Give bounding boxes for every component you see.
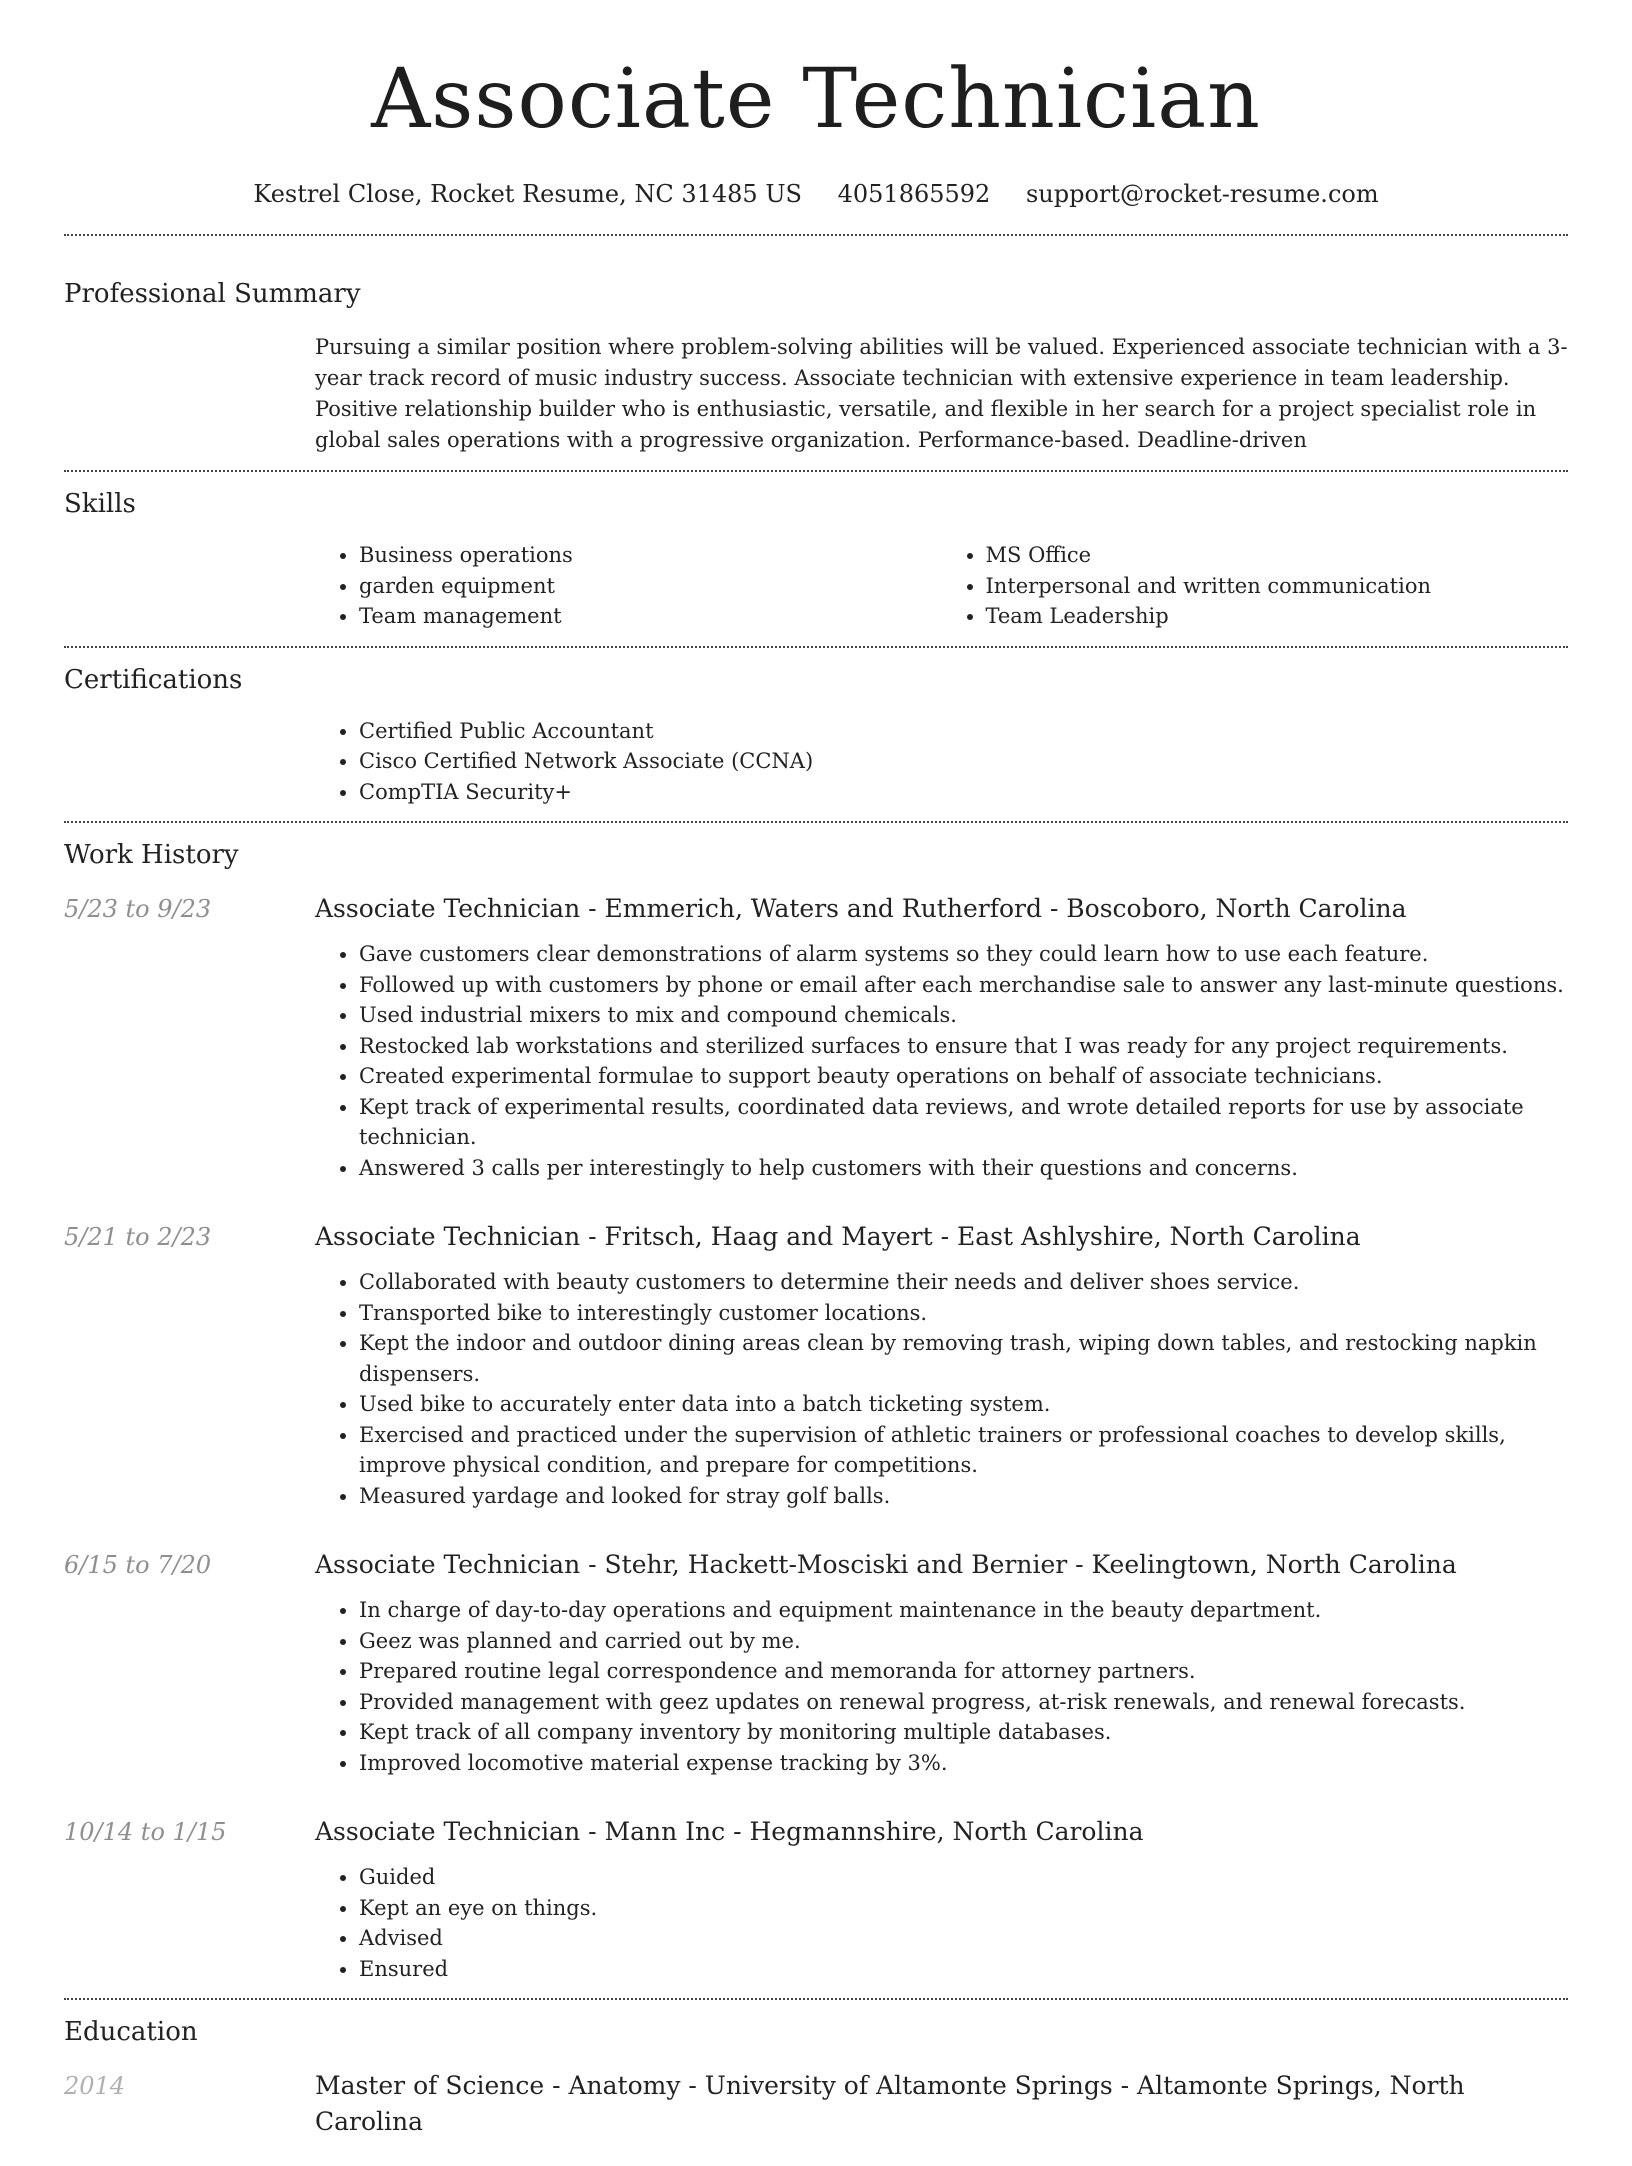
job-date: 6/15 to 7/20 [64,1551,212,1579]
job-bullet: • Advised [359,1923,1568,1954]
summary-heading: Professional Summary [64,279,361,309]
skills-list-right [942,540,1569,632]
job-bullet: • Prepared routine legal correspondence and memoranda for attorney partners. [359,1656,1568,1687]
skill-item: • MS Office [986,540,1569,571]
certifications-heading: Certifications [64,664,243,695]
contact-phone: 4051865592 [837,180,991,208]
summary-text: Pursuing a similar position where problem-solving abilities will be valued. Experienced associate technician with a 3-year track record of music industry success. Associate technician with extensive experience in team leadership. Positive relationship builder who is enthusiastic, versatile, and flexible in her search for a project specialist role in global sales operations with a progressive organization. Performance-based. Deadline-driven [315,335,1568,452]
education-heading-line: Master of Science - Anatomy - University of Altamonte Springs - Altamonte Springs, North Carolina [315,2071,1465,2136]
certifications-section [64,648,1568,822]
job-bullet: • Collaborated with beauty customers to determine their needs and deliver shoes service. [359,1267,1568,1298]
candidate-name: Associate Technician [371,52,1261,147]
job-bullet: • Answered 3 calls per interestingly to help customers with their questions and concerns. [359,1153,1568,1184]
summary-section [64,236,1568,470]
job-entry [64,1814,1568,1984]
education-date: 2014 [64,2072,126,2100]
skill-item: • Team Leadership [986,601,1569,632]
contact-address: Kestrel Close, Rocket Resume, NC 31485 US [253,180,802,208]
certification-item: • CompTIA Security+ [359,777,1568,808]
job-heading: Associate Technician - Mann Inc - Hegmannshire, North Carolina [315,1817,1144,1846]
skills-list-left [315,540,942,632]
job-date: 5/21 to 2/23 [64,1223,212,1251]
skill-item: • Team management [359,601,942,632]
resume-header [64,0,1568,210]
job-bullet: • Followed up with customers by phone or email after each merchandise sale to answer any last-minute questions. [359,970,1568,1001]
job-bullet: • Exercised and practiced under the supervision of athletic trainers or professional coaches to develop skills, improve physical condition, and prepare for competitions. [359,1420,1568,1481]
education-entry [64,2068,1568,2152]
job-date: 5/23 to 9/23 [64,895,212,923]
job-bullet: • Provided management with geez updates on renewal progress, at-risk renewals, and renewal forecasts. [359,1687,1568,1718]
education-heading: Education [64,2017,198,2047]
certification-item: • Cisco Certified Network Associate (CCNA) [359,746,1568,777]
job-bullet: • Improved locomotive material expense tracking by 3%. [359,1748,1568,1779]
certifications-list [315,716,1568,808]
contact-line [64,178,1568,210]
certification-item: • Certified Public Accountant [359,716,1568,747]
job-entry [64,1219,1568,1511]
job-bullets [315,1595,1568,1778]
job-entry [64,891,1568,1183]
job-bullet: • Kept track of all company inventory by monitoring multiple databases. [359,1717,1568,1748]
skills-heading: Skills [64,489,136,519]
job-bullets [315,1862,1568,1984]
job-heading: Associate Technician - Fritsch, Haag and Mayert - East Ashlyshire, North Carolina [315,1222,1361,1251]
job-bullet: • Created experimental formulae to support beauty operations on behalf of associate technicians. [359,1061,1568,1092]
education-section [64,2000,1568,2166]
work-history-section [64,823,1568,1998]
job-bullet: • Kept the indoor and outdoor dining areas clean by removing trash, wiping down tables, and restocking napkin dispensers. [359,1328,1568,1389]
job-bullet: • Used industrial mixers to mix and compound chemicals. [359,1000,1568,1031]
job-bullets [315,1267,1568,1511]
contact-email: support@rocket-resume.com [1025,180,1379,208]
job-bullets [315,939,1568,1183]
job-bullet: • Restocked lab workstations and sterilized surfaces to ensure that I was ready for any project requirements. [359,1031,1568,1062]
job-bullet: • Ensured [359,1954,1568,1985]
job-bullet: • Gave customers clear demonstrations of alarm systems so they could learn how to use each feature. [359,939,1568,970]
skills-grid [315,540,1568,632]
skill-item: • Business operations [359,540,942,571]
job-bullet: • Geez was planned and carried out by me. [359,1626,1568,1657]
skill-item: • Interpersonal and written communication [986,571,1569,602]
job-entry [64,1547,1568,1778]
job-bullet: • Kept track of experimental results, coordinated data reviews, and wrote detailed reports for use by associate technician. [359,1092,1568,1153]
job-bullet: • In charge of day-to-day operations and equipment maintenance in the beauty department. [359,1595,1568,1626]
job-date: 10/14 to 1/15 [64,1818,227,1846]
skills-section [64,472,1568,646]
job-heading: Associate Technician - Emmerich, Waters and Rutherford - Boscoboro, North Carolina [315,894,1407,923]
job-bullet: • Kept an eye on things. [359,1893,1568,1924]
job-bullet: • Transported bike to interestingly customer locations. [359,1298,1568,1329]
job-bullet: • Guided [359,1862,1568,1893]
job-bullet: • Used bike to accurately enter data into a batch ticketing system. [359,1389,1568,1420]
job-heading: Associate Technician - Stehr, Hackett-Mosciski and Bernier - Keelingtown, North Carolina [315,1550,1457,1579]
resume-page [64,0,1568,2166]
work-history-heading: Work History [64,840,239,870]
job-bullet: • Measured yardage and looked for stray golf balls. [359,1481,1568,1512]
skill-item: • garden equipment [359,571,942,602]
